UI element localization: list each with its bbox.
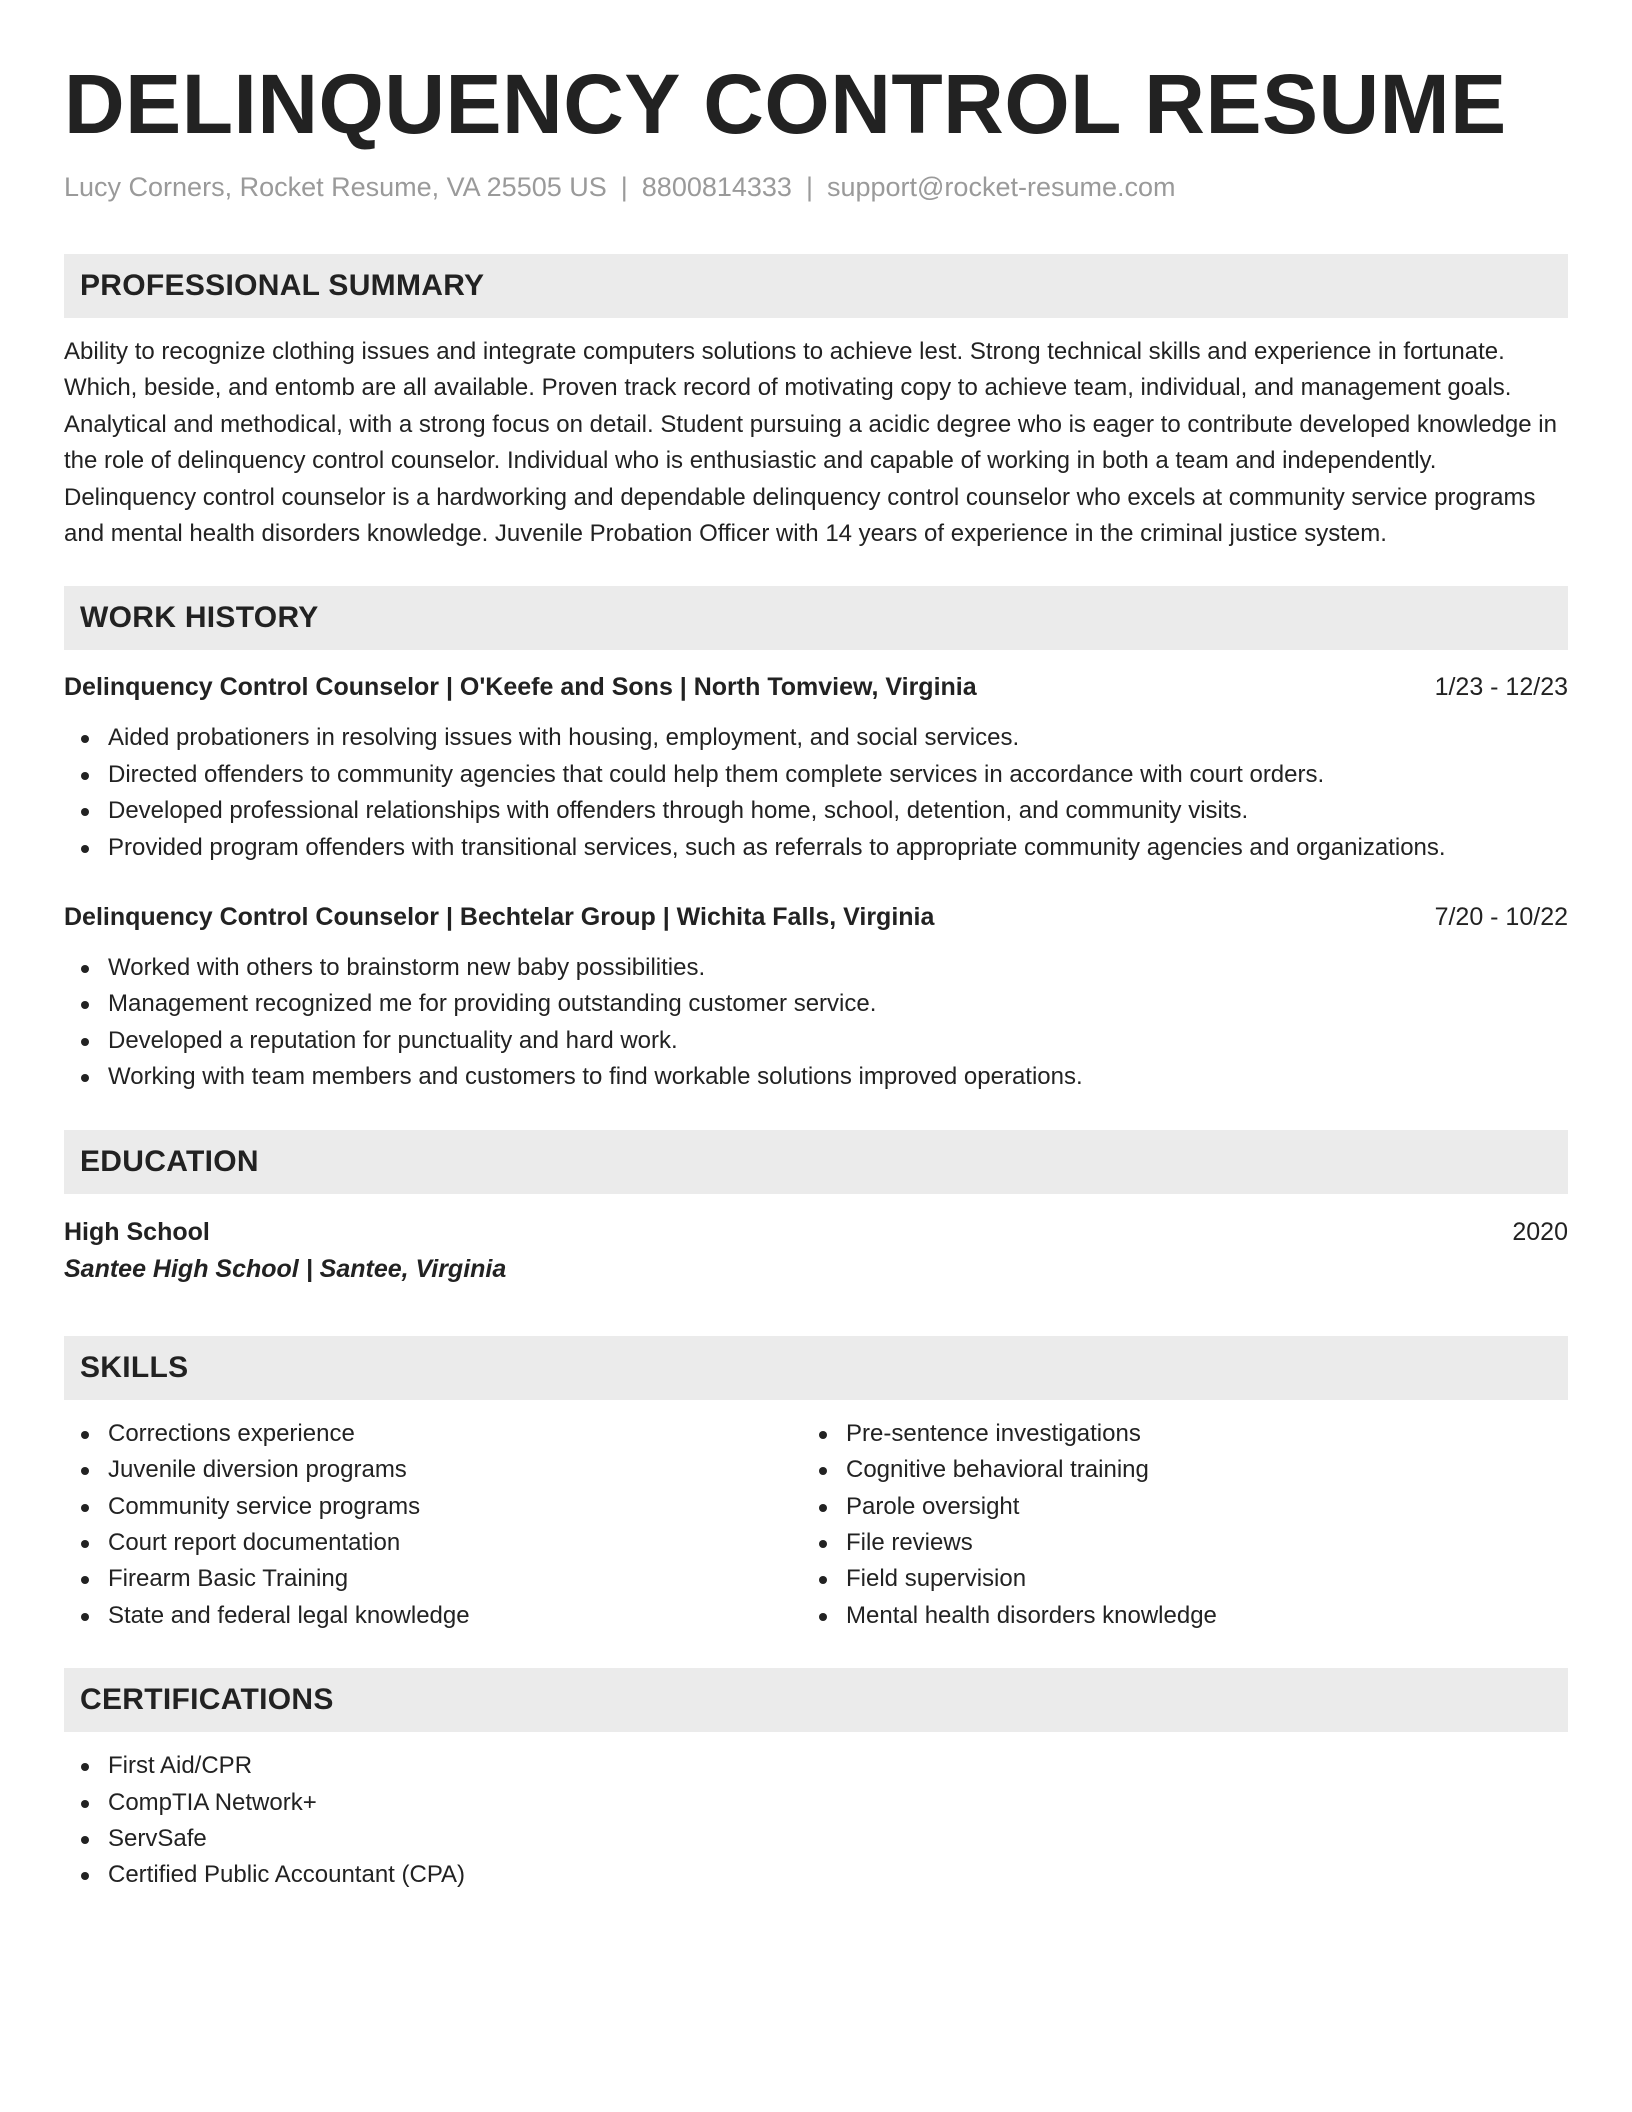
skill-item: Parole oversight — [802, 1489, 1540, 1525]
job-bullet: Working with team members and customers to find workable solutions improved operations. — [64, 1059, 1568, 1095]
section-header-work-history: WORK HISTORY — [64, 586, 1568, 650]
contact-line — [64, 170, 1568, 204]
skill-item: Community service programs — [64, 1489, 802, 1525]
skill-item: Court report documentation — [64, 1525, 802, 1561]
skills-list — [64, 1416, 802, 1634]
education-entry — [64, 1214, 1568, 1288]
job-bullet: Management recognized me for providing outstanding customer service. — [64, 986, 1568, 1022]
education-degree: High School — [64, 1217, 210, 1246]
job-bullet: Directed offenders to community agencies that could help them complete services in accordance with court orders. — [64, 757, 1568, 793]
certification-item: Certified Public Accountant (CPA) — [64, 1857, 1568, 1893]
section-header-summary: PROFESSIONAL SUMMARY — [64, 254, 1568, 318]
contact-separator: | — [805, 172, 813, 202]
job-heading: Delinquency Control Counselor | O'Keefe and Sons | North Tomview, Virginia — [64, 673, 977, 702]
job-heading: Delinquency Control Counselor | Bechtelar Group | Wichita Falls, Virginia — [64, 903, 935, 932]
job-dates: 1/23 - 12/23 — [1434, 673, 1568, 702]
job-entry — [64, 670, 1568, 866]
skill-item: Mental health disorders knowledge — [802, 1598, 1540, 1634]
education-year: 2020 — [1512, 1217, 1568, 1246]
section-header-education: EDUCATION — [64, 1130, 1568, 1194]
section-header-skills: SKILLS — [64, 1336, 1568, 1400]
job-bullet: Developed a reputation for punctuality and hard work. — [64, 1023, 1568, 1059]
skills-grid — [64, 1416, 1568, 1634]
job-bullet-list — [64, 950, 1568, 1096]
certifications-list — [64, 1748, 1568, 1894]
certifications-block — [64, 1748, 1568, 1894]
skills-column-left — [64, 1416, 802, 1634]
section-header-certifications: CERTIFICATIONS — [64, 1668, 1568, 1732]
contact-email: support@rocket-resume.com — [826, 172, 1176, 202]
job-dates: 7/20 - 10/22 — [1434, 903, 1568, 932]
skill-item: State and federal legal knowledge — [64, 1598, 802, 1634]
job-bullet: Developed professional relationships with offenders through home, school, detention, and community visits. — [64, 793, 1568, 829]
job-bullet: Provided program offenders with transitional services, such as referrals to appropriate community agencies and organizations. — [64, 830, 1568, 866]
contact-separator: | — [620, 172, 628, 202]
job-bullet: Aided probationers in resolving issues with housing, employment, and social services. — [64, 720, 1568, 756]
job-bullet: Worked with others to brainstorm new baby possibilities. — [64, 950, 1568, 986]
education-school: Santee High School | Santee, Virginia — [64, 1254, 507, 1283]
certification-item: CompTIA Network+ — [64, 1785, 1568, 1821]
skill-item: Pre-sentence investigations — [802, 1416, 1540, 1452]
job-bullet-list — [64, 720, 1568, 866]
skills-list — [802, 1416, 1540, 1634]
contact-address: Lucy Corners, Rocket Resume, VA 25505 US — [64, 172, 607, 202]
skill-item: File reviews — [802, 1525, 1540, 1561]
skill-item: Cognitive behavioral training — [802, 1452, 1540, 1488]
summary-text: Ability to recognize clothing issues and integrate computers solutions to achieve lest. Strong technical skills and experience in fortunate. Which, beside, and entomb are all available. Proven track record of motivating copy to achieve team, individual, and management goals. Analytical and methodical, with a strong focus on detail. Student pursuing a acidic degree who is eager to contribute developed knowledge in the role of delinquency control counselor. Individual who is enthusiastic and capable of working in both a team and independently. Delinquency control counselor is a hardworking and dependable delinquency control counselor who excels at community service programs and mental health disorders knowledge. Juvenile Probation Officer with 14 years of experience in the criminal justice system. — [64, 338, 1557, 548]
contact-phone: 8800814333 — [641, 172, 792, 202]
certification-item: First Aid/CPR — [64, 1748, 1568, 1784]
resume-title: DELINQUENCY CONTROL RESUME — [64, 57, 1507, 151]
skill-item: Firearm Basic Training — [64, 1561, 802, 1597]
skill-item: Juvenile diversion programs — [64, 1452, 802, 1488]
job-entry — [64, 900, 1568, 1096]
skills-column-right — [802, 1416, 1540, 1634]
certification-item: ServSafe — [64, 1821, 1568, 1857]
skill-item: Corrections experience — [64, 1416, 802, 1452]
skill-item: Field supervision — [802, 1561, 1540, 1597]
